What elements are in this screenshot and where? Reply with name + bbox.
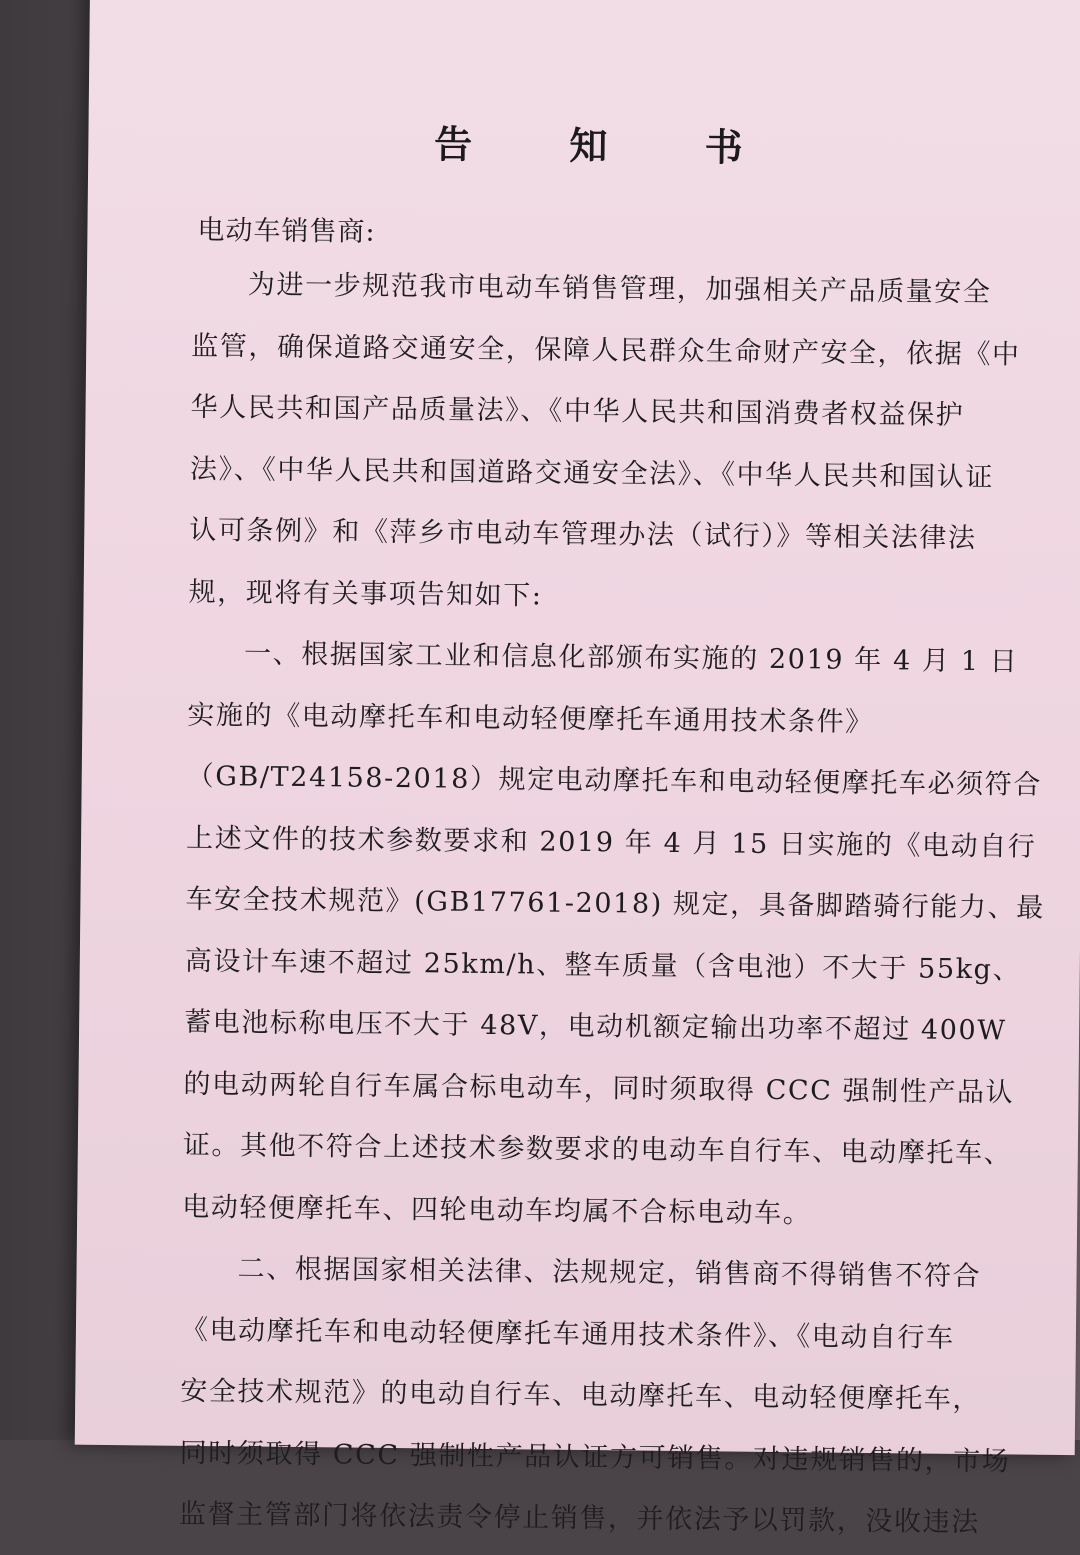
body-line: 一、根据国家工业和信息化部颁布实施的 2019 年 4 月 1 日 <box>243 638 1019 678</box>
body-line: （GB/T24158-2018）规定电动摩托车和电动轻便摩托车必须符合 <box>186 760 1043 801</box>
document-body <box>178 254 1045 1553</box>
body-line: 法》、《中华人民共和国道路交通安全法》、《中华人民共和国认证 <box>189 453 995 493</box>
body-line: 规，现将有关事项告知如下: <box>188 576 543 612</box>
body-line: 蓄电池标称电压不大于 48V，电动机额定输出功率不超过 400W <box>184 1006 1007 1047</box>
body-line: 电动轻便摩托车、四轮电动车均属不合标电动车。 <box>182 1191 812 1229</box>
body-line: 同时须取得 CCC 强制性产品认证方可销售。对违规销售的，市场 <box>179 1437 1011 1477</box>
body-line: 高设计车速不超过 25km/h、整车质量（含电池）不大于 55kg、 <box>184 945 1022 986</box>
salutation: 电动车销售商: <box>197 214 376 248</box>
body-line: 华人民共和国产品质量法》、《中华人民共和国消费者权益保护 <box>190 391 965 431</box>
body-line: 监管，确保道路交通安全，保障人民群众生命财产安全，依据《中 <box>191 330 1021 371</box>
body-line: 安全技术规范》的电动自行车、电动摩托车、电动轻便摩托车， <box>180 1375 982 1416</box>
body-line: 二、根据国家相关法律、法规规定，销售商不得销售不符合 <box>237 1253 982 1293</box>
body-line: 监督主管部门将依法责令停止销售，并依法予以罚款，没收违法 <box>178 1498 980 1539</box>
body-line: 证。其他不符合上述技术参数要求的电动车自行车、电动摩托车、 <box>182 1129 1013 1170</box>
body-line: 车安全技术规范》(GB17761-2018) 规定，具备脚踏骑行能力、最 <box>185 883 1045 924</box>
body-line: 实施的《电动摩托车和电动轻便摩托车通用技术条件》 <box>187 699 874 738</box>
body-line: 上述文件的技术参数要求和 2019 年 4 月 15 日实施的《电动自行 <box>185 822 1037 863</box>
body-line: 认可条例》和《萍乡市电动车管理办法（试行）》等相关法律法 <box>189 514 977 555</box>
body-line: 《电动摩托车和电动轻便摩托车通用技术条件》、《电动自行车 <box>180 1314 955 1354</box>
body-line: 的电动两轮自行车属合标电动车，同时须取得 CCC 强制性产品认 <box>183 1068 1015 1109</box>
notice-paper <box>75 0 1080 1539</box>
document-title: 告 知 书 <box>433 121 785 171</box>
body-line: 为进一步规范我市电动车销售管理，加强相关产品质量安全 <box>247 269 992 309</box>
